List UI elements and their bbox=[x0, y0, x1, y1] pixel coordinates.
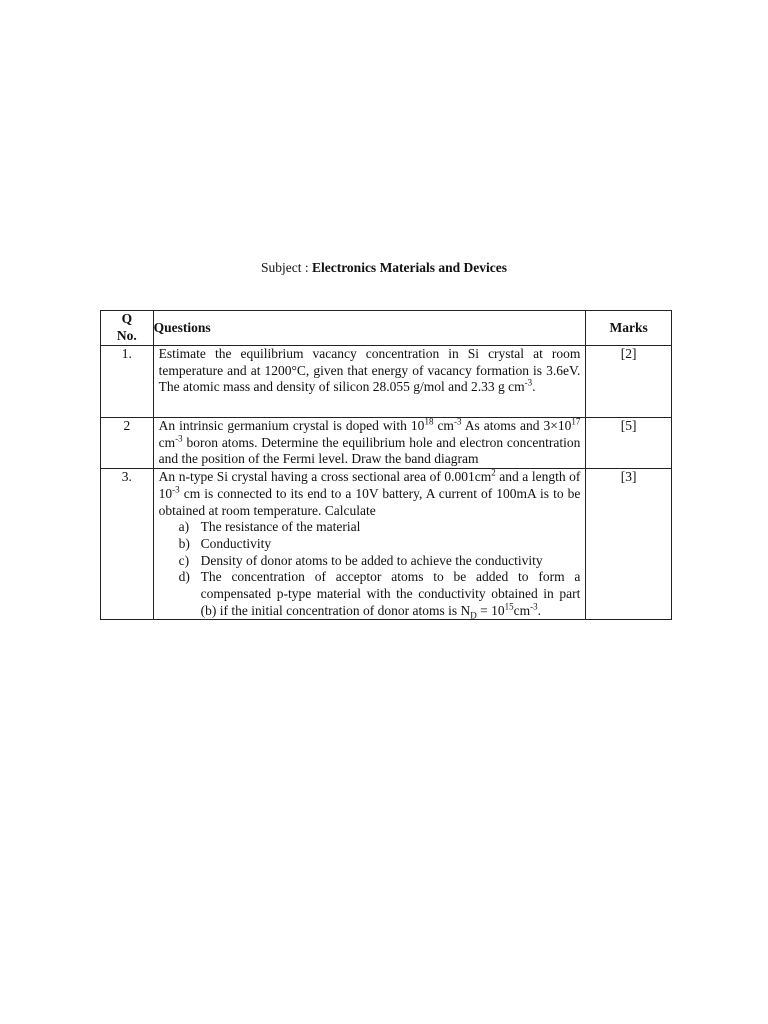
question-number: 2 bbox=[101, 418, 154, 469]
question-marks: [2] bbox=[586, 346, 672, 418]
header-marks: Marks bbox=[586, 311, 672, 346]
question-number: 3. bbox=[101, 469, 154, 620]
sub-question-list bbox=[159, 519, 581, 619]
table-header-row bbox=[101, 311, 672, 346]
table-row bbox=[101, 469, 672, 620]
subject-name: Electronics Materials and Devices bbox=[311, 260, 508, 275]
list-item: a) The resistance of the material bbox=[178, 519, 361, 535]
header-qno: Q No. bbox=[101, 311, 154, 346]
question-text: An n-type Si crystal having a cross sectional area of $0.001cm^2$ and a length of $10^{-3}$ cm is connected to its end to a 10V battery, A current of 100mA is to be obtained at room temperature. Calculate a) The resistance of the material b) Conductivity c) Density of donor atoms to be added to achieve the conductivity d) The concentration of acceptor atoms to be added to form a compensated p-type material with the conductivity obtained in part (b) if the initial concentration of donor atoms is $N_D = 10^{15}cm^{-3}$. bbox=[153, 469, 586, 620]
table-row bbox=[101, 418, 672, 469]
list-item: c) Density of donor atoms to be added to achieve the conductivity bbox=[178, 552, 543, 568]
subject-label: Subject : bbox=[260, 260, 312, 275]
question-table bbox=[100, 310, 672, 620]
question-marks: [5] bbox=[586, 418, 672, 469]
question-text: Estimate the equilibrium vacancy concentration in Si crystal at room temperature and at 1200°C, given that energy of vacancy formation is 3.6eV. The atomic mass and density of silicon 28.055 g/mol and 2.33 g $cm^{-3}$. bbox=[153, 346, 586, 418]
subject-line bbox=[0, 258, 768, 278]
list-item: b) Conductivity bbox=[178, 535, 272, 551]
header-questions: Questions bbox=[153, 311, 586, 346]
question-marks: [3] bbox=[586, 469, 672, 620]
table-row bbox=[101, 346, 672, 418]
question-number: 1. bbox=[101, 346, 154, 418]
list-item: d) The concentration of acceptor atoms to be added to form a compensated p-type material with the conductivity obtained in part (b) if the initial concentration of donor atoms is $N_D = 10^{15}cm^{-3}$. bbox=[178, 569, 581, 621]
question-text: An intrinsic germanium crystal is doped with $10^{18}$ $cm^{-3}$ As atoms and $3\times 10^{17}$ $cm^{-3}$ boron atoms. Determine the equilibrium hole and electron concentration and the position of the Fermi level. Draw the band diagram bbox=[153, 418, 586, 469]
